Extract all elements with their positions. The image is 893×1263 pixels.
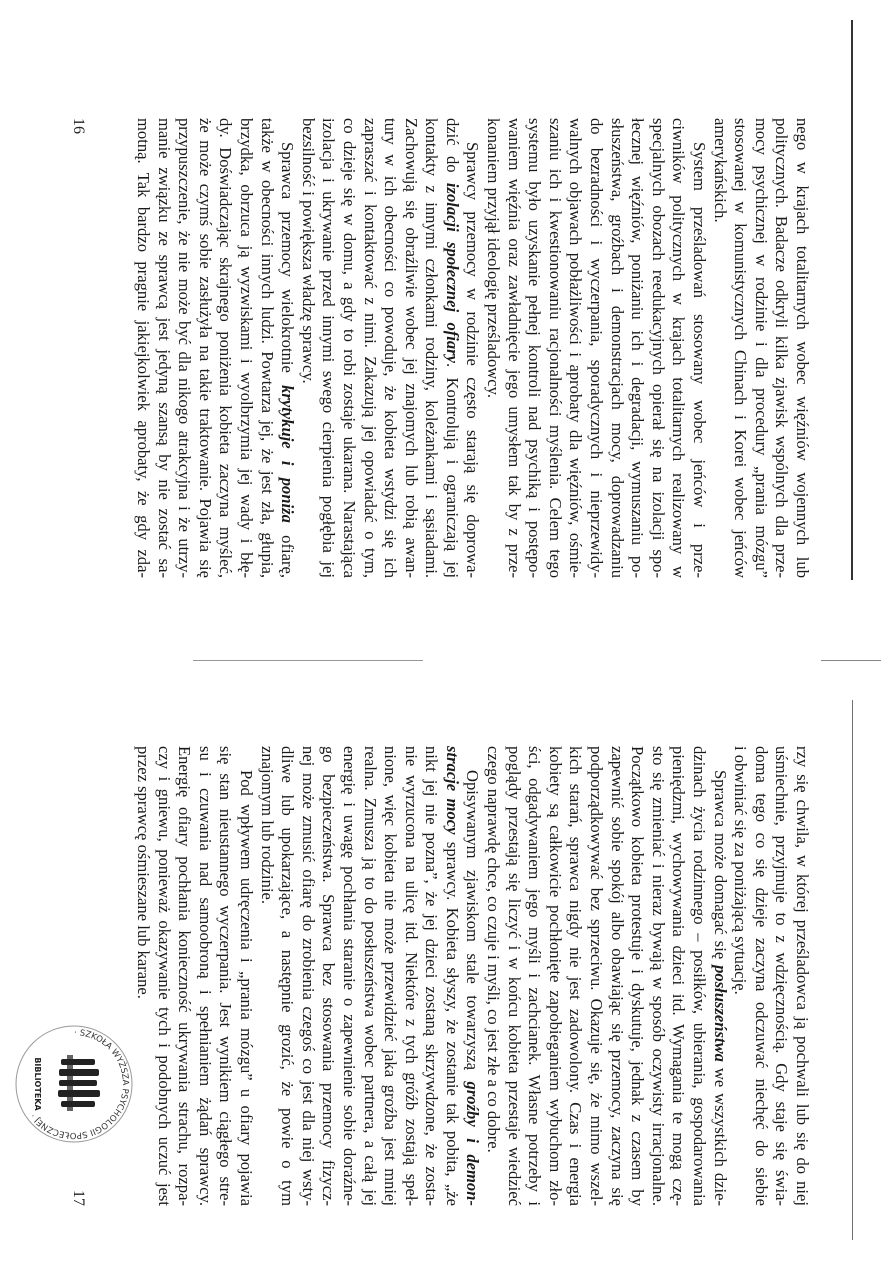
text-line xyxy=(606,118,627,578)
text-span: słuszeństwa, groźbach i demonstracjach mocy, doprowadzaniu xyxy=(607,118,627,578)
text-span: sprawcy. Kobieta słyszy, że zostanie tak pobita, „że xyxy=(442,834,462,1206)
text-span: pieniędzmi, wychowywania dzieci itd. Wymagania te mogą czę- xyxy=(669,746,689,1206)
text-line xyxy=(565,118,586,578)
text-span: Opisywanym zjawiskom stale towarzyszą xyxy=(463,770,483,1082)
text-span: poglądy przestają się liczyć i w końcu kobieta przestaje wiedzieć xyxy=(504,746,524,1206)
text-line xyxy=(565,746,586,1206)
text-span: dzić do xyxy=(442,118,462,183)
text-span: . Kontrolują i ograniczają jej xyxy=(442,363,462,579)
paragraph xyxy=(709,118,812,578)
text-span: kobiety są całkowicie pochłonięte zapobieganiem wybuchom zło- xyxy=(545,746,565,1206)
text-line xyxy=(174,118,195,578)
library-stamp xyxy=(13,1023,135,1145)
text-span: Początkowo kobieta protestuje i dyskutuje, jednak z czasem by xyxy=(628,746,648,1206)
text-span: sto się zmieniać i nieraz bywają w sposób oczywisty irracjonalne. xyxy=(648,746,668,1206)
emphasized-text: stracje mocy xyxy=(442,746,462,835)
text-span: się stan nieustannego wyczerpania. Jest wynikiem ciągłego stre- xyxy=(216,746,236,1206)
text-span: dy. Doświadczając skrajnego poniżenia kobieta zaczyna myśleć, xyxy=(216,118,236,578)
text-line xyxy=(544,746,565,1206)
text-line xyxy=(585,746,606,1206)
text-span: izolacja i ukrywanie przed innymi swego cierpienia pogłębia jej xyxy=(319,118,339,578)
paragraph xyxy=(483,118,710,578)
text-span: walnych objawach pobłażliwości i aprobaty dla więźniów, ośmie- xyxy=(566,118,586,578)
text-line xyxy=(256,118,277,578)
text-line xyxy=(771,118,792,578)
text-line xyxy=(709,746,730,1206)
page-right-text xyxy=(132,746,812,1206)
text-line xyxy=(627,118,648,578)
text-span: we wszystkich dzie- xyxy=(710,1061,730,1206)
text-span: politycznych. Badacze odkryli kilka zjawisk wspólnych dla prze- xyxy=(772,118,792,578)
text-span: realna. Zmusza ją to do posłuszeństwa wobec partnera, a całą jej xyxy=(360,746,380,1206)
text-line xyxy=(627,746,648,1206)
text-line xyxy=(277,118,298,578)
text-line xyxy=(359,118,380,578)
text-line xyxy=(688,746,709,1206)
text-line xyxy=(544,118,565,578)
text-span: nego w krajach totalitarnych wobec więźniów wojennych lub xyxy=(793,118,812,578)
text-line xyxy=(791,118,812,578)
text-span: waniem więźnia oraz zawładnięcie jego umysłem tak by z prze- xyxy=(504,118,524,578)
text-span: przez sprawcę ośmieszane lub karane. xyxy=(134,746,153,999)
text-line xyxy=(132,746,153,1206)
text-span: tury w ich obecności co powoduje, że kobieta wstydzi się ich xyxy=(381,118,401,578)
paragraph xyxy=(132,746,256,1206)
text-span: motną. Tak bardzo pragnie jakiejkolwiek aprobaty, że gdy zda- xyxy=(134,118,153,578)
text-span: Zachowują się obraźliwie wobec jej znajomych lub robią awan- xyxy=(401,118,421,578)
text-span: mocy psychicznej w rodzinie i dla procedury „prania mózgu” xyxy=(751,118,771,578)
text-line xyxy=(132,118,153,578)
text-span: manie związku ze sprawcą jest jedyną szansą by nie zostać sa- xyxy=(154,118,174,578)
text-span: konaniem przyjął ideologię prześladowcy. xyxy=(484,118,504,398)
text-line xyxy=(441,118,462,578)
text-line xyxy=(668,118,689,578)
text-span: bezsilność i powiększa władzę sprawcy. xyxy=(298,118,318,384)
text-line xyxy=(318,746,339,1206)
text-span: przypuszczenie, że nie może być dla nikogo atrakcyjna i że utrzy- xyxy=(175,118,195,578)
text-line xyxy=(380,746,401,1206)
text-line xyxy=(338,746,359,1206)
text-line xyxy=(235,118,256,578)
text-line xyxy=(215,746,236,1206)
text-span: Sprawca może domagać się xyxy=(710,770,730,966)
text-span: nikt jej nie pozna”, że jej dzieci zostaną skrzywdzone, że zosta- xyxy=(422,746,442,1206)
text-line xyxy=(256,746,277,1206)
text-line xyxy=(338,118,359,578)
emphasized-text: izolacji społecznej ofiary xyxy=(442,182,462,364)
text-line xyxy=(359,746,380,1206)
text-line xyxy=(730,118,751,578)
text-span: czy i gniewu, ponieważ okazywanie tych i podobnych uczuć jest xyxy=(154,746,174,1206)
text-line xyxy=(441,746,462,1206)
text-line xyxy=(400,118,421,578)
text-line xyxy=(585,118,606,578)
text-line xyxy=(215,118,236,578)
text-span: doma tego co się dzieje zaczyna odczuwać niechęć do siebie xyxy=(751,746,771,1206)
paragraph xyxy=(256,746,483,1206)
emphasized-text: krytykuje i poniża xyxy=(278,385,298,523)
paragraph xyxy=(132,118,297,578)
emphasized-text: groźby i demon- xyxy=(463,1081,483,1206)
page-number-left: 16 xyxy=(70,118,87,134)
text-span: Energię ofiary pochłania konieczność ukrywania strachu, rozpa- xyxy=(175,746,195,1206)
text-line xyxy=(791,746,812,1206)
text-span: Sprawcy przemocy w rodzinie często starają się doprowa- xyxy=(463,142,483,578)
text-span: Sprawca przemocy wielokrotnie xyxy=(278,142,298,386)
text-line xyxy=(297,746,318,1206)
text-span: czego naprawdę chce, co czuje i myśli, co jest złe a co dobre. xyxy=(484,746,504,1153)
text-line xyxy=(503,746,524,1206)
gutter-mark xyxy=(821,660,881,661)
text-line xyxy=(462,118,483,578)
text-line xyxy=(750,746,771,1206)
text-line xyxy=(235,746,256,1206)
gutter-mark-lower xyxy=(193,660,423,661)
text-span: nej może zmusić ofiarę do zrobienia czegoś co jest dla niej wsty- xyxy=(298,746,318,1206)
text-line xyxy=(606,746,627,1206)
text-line xyxy=(194,746,215,1206)
top-edge-rule xyxy=(851,20,853,580)
text-span: nie wyrzucona na ulicę itd. Niektóre z tych gróźb zostają speł- xyxy=(401,746,421,1206)
text-span: co dzieje się w domu, a gdy to robi zostaje ukarana. Narastająca xyxy=(339,118,359,578)
stamp-figures-icon xyxy=(58,1055,100,1111)
paragraph xyxy=(483,746,730,1206)
paragraph xyxy=(730,746,812,1206)
text-span: brzydka, obrzuca ją wyzwiskami i wyolbrzymia jej wady i błę- xyxy=(236,118,256,578)
text-line xyxy=(318,118,339,578)
text-span: podporządkowywać bez sprzeciwu. Okazuje się, że mimo wszel- xyxy=(587,746,607,1206)
stamp-outer-text: · SZKOŁA WYŻSZA PSYCHOLOGII SPOŁECZNEJ · xyxy=(28,1027,131,1141)
page-left-text xyxy=(132,118,812,578)
text-line xyxy=(483,746,504,1206)
text-line xyxy=(709,118,730,578)
text-span: nione, więc kobieta nie może przewidzieć jaka groźba jest mniej xyxy=(381,746,401,1206)
text-span: amerykańskich. xyxy=(710,118,730,223)
text-line xyxy=(647,118,668,578)
text-span: zapewnić sobie spokój albo obawiając się przemocy, zaczyna się xyxy=(607,746,627,1206)
text-line xyxy=(421,118,442,578)
text-line xyxy=(400,746,421,1206)
text-span: łecznej więźniów, poniżaniu ich i degradacji, wymuszaniu po- xyxy=(628,118,648,578)
top-edge-rule-right xyxy=(852,700,853,1240)
text-span: go bezpieczeństwa. Sprawca bez stosowania przemocy fizycz- xyxy=(319,746,339,1206)
text-span: także w obecności innych ludzi. Powtarza jej, że jest zła, głupia, xyxy=(257,118,277,578)
text-line xyxy=(668,746,689,1206)
page-number-right: 17 xyxy=(70,1190,87,1206)
text-span: ciwników politycznych w krajach totalitarnych realizowany w xyxy=(669,118,689,578)
text-span: energię i uwagę pochłania staranie o zapewnienie sobie doraźne- xyxy=(339,746,359,1206)
text-span: i obwiniać się za poniżającą sytuację. xyxy=(731,746,751,995)
paragraph xyxy=(297,118,482,578)
text-span: znajomym lub rodzinie. xyxy=(257,746,277,905)
text-line xyxy=(524,746,545,1206)
text-line xyxy=(174,746,195,1206)
text-span: systemu było uzyskanie pełnej kontroli nad psychiką i postępo- xyxy=(525,118,545,578)
text-line xyxy=(647,746,668,1206)
text-line xyxy=(483,118,504,578)
emphasized-text: posłuszeństwa xyxy=(710,965,730,1062)
text-line xyxy=(153,746,174,1206)
text-line xyxy=(730,746,751,1206)
text-line xyxy=(771,746,792,1206)
text-span: su i czuwania nad samoobroną i spełnianiem żądań sprawcy. xyxy=(195,746,215,1206)
text-line xyxy=(421,746,442,1206)
text-line xyxy=(462,746,483,1206)
text-span: System prześladowań stosowany wobec jeńców i prze- xyxy=(690,142,710,578)
text-span: zapraszać i kontaktować z nimi. Zakazują jej opowiadać o tym, xyxy=(360,118,380,578)
text-span: kontakty z innymi członkami rodziny, koleżankami i sąsiadami. xyxy=(422,118,442,578)
text-span: że może czymś sobie zasłużyła na takie traktowanie. Pojawia się xyxy=(195,118,215,578)
text-line xyxy=(277,746,298,1206)
text-line xyxy=(503,118,524,578)
text-span: do bezradności i wyczerpania, sporadycznych i nieprzewidy- xyxy=(587,118,607,578)
text-line xyxy=(524,118,545,578)
text-line xyxy=(153,118,174,578)
text-line xyxy=(297,118,318,578)
text-span: ści, odgadywaniem jego myśli i zachcianek. Własne potrzeby i xyxy=(525,746,545,1206)
text-span: stosowanej w komunistycznych Chinach i Korei wobec jeńców xyxy=(731,118,751,578)
text-span: specjalnych obozach reedukacyjnych opierał się na izolacji spo- xyxy=(648,118,668,578)
text-line xyxy=(380,118,401,578)
text-line xyxy=(750,118,771,578)
text-span: Pod wpływem udręczenia i „prania mózgu” u ofiary pojawia xyxy=(236,770,256,1206)
text-span: ofiarę, xyxy=(278,522,298,578)
text-span: dliwe lub upokarzające, a następnie grozić, że powie o tym xyxy=(278,746,298,1206)
stamp-inner-text: BIBLIOTEKA xyxy=(33,1057,42,1111)
text-span: kich starań, sprawca nigdy nie jest zadowolony. Czas i energia xyxy=(566,746,586,1206)
text-span: uśmiechnie, przyjmuje to z wdzięcznością. Gdy staje się świa- xyxy=(772,746,792,1206)
text-span: rzy się chwila, w której prześladowca ją pochwali lub się do niej xyxy=(793,746,812,1206)
text-line xyxy=(688,118,709,578)
text-line xyxy=(194,118,215,578)
text-span: szaniu ich i kwestionowaniu racjonalności myślenia. Celem tego xyxy=(545,118,565,578)
text-span: dzinach życia rodzinnego – posiłków, ubierania, gospodarowania xyxy=(690,746,710,1206)
